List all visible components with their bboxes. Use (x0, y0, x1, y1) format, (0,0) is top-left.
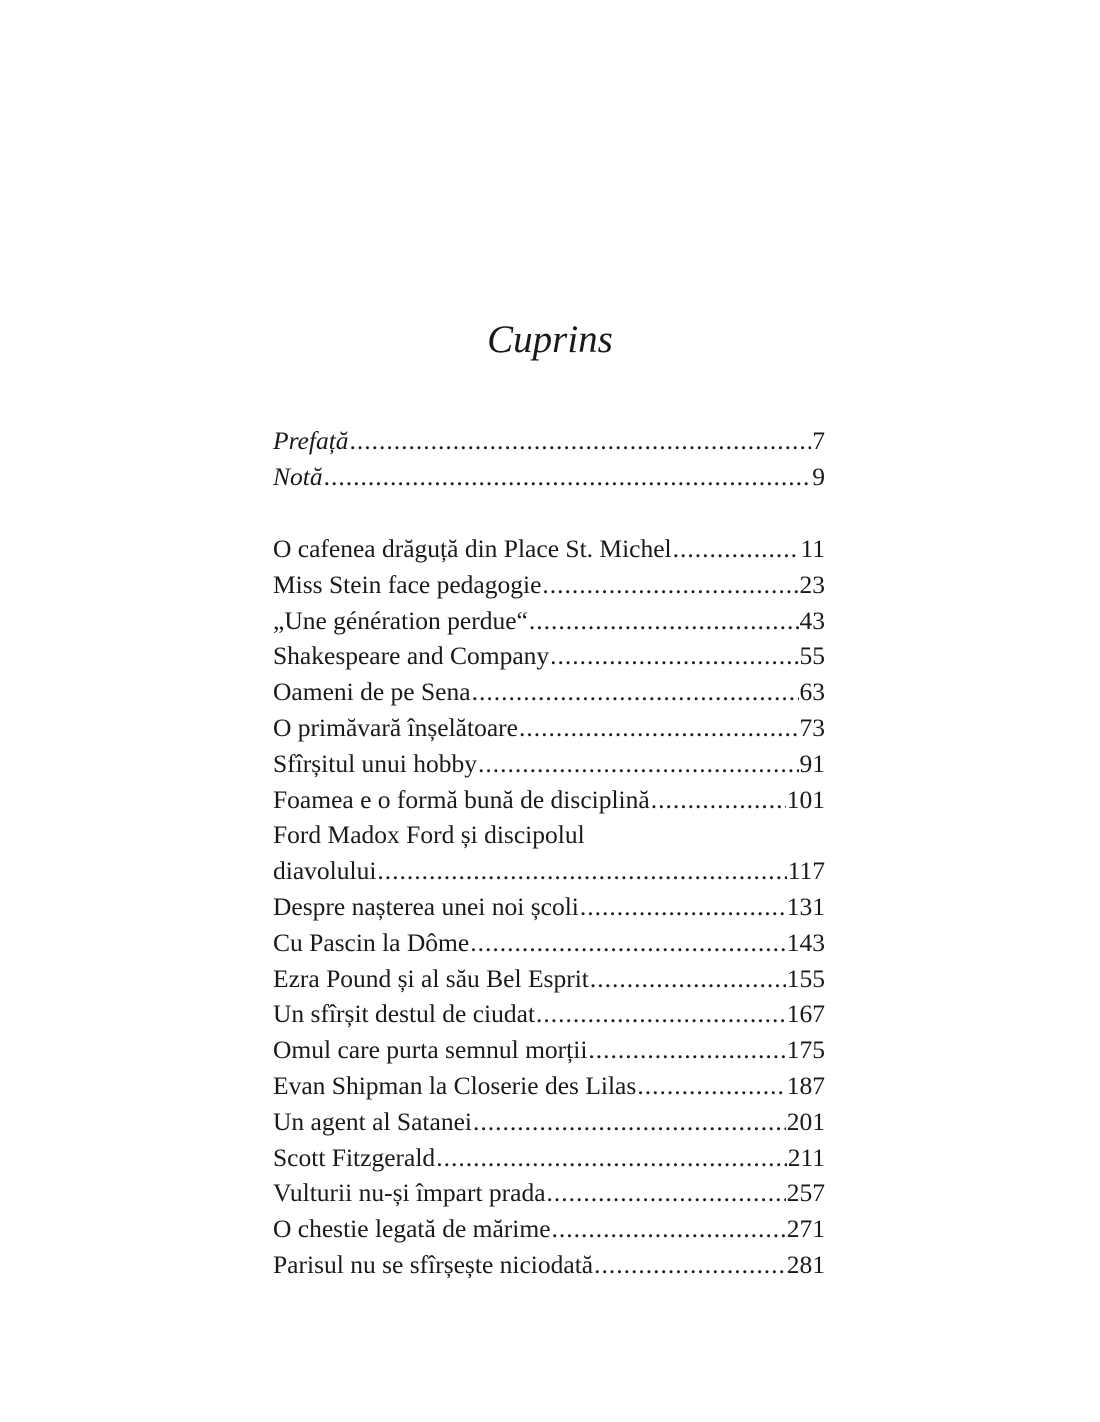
toc-entry-page: 7 (812, 426, 825, 455)
toc-entry-label: Parisul nu se sfîrșește niciodată (273, 1249, 594, 1279)
toc-entry (273, 1104, 825, 1140)
toc-entry-page: 257 (786, 1178, 825, 1208)
toc-entry-page: 73 (799, 712, 825, 742)
dot-leader (473, 1104, 786, 1140)
toc-entry-label: Evan Shipman la Closerie des Lilas (273, 1070, 637, 1100)
toc-entry (273, 996, 825, 1032)
toc-entry (273, 961, 825, 997)
toc-entry (273, 459, 825, 495)
dot-leader (588, 1032, 785, 1068)
toc-entry-label: Despre nașterea unei noi școli (273, 891, 579, 921)
front-matter-list (273, 423, 825, 495)
toc-entry (273, 1032, 825, 1068)
dot-leader (590, 961, 786, 997)
toc-entry-label-line2: diavolului (273, 856, 377, 886)
toc-entry-page: 91 (799, 748, 825, 778)
toc-entry-label: Notă (273, 461, 323, 491)
toc-entry-label: Prefață (273, 426, 349, 455)
toc-entry-page: 43 (799, 605, 825, 635)
toc-entry (273, 567, 825, 603)
toc-entry-label: Cu Pascin la Dôme (273, 927, 470, 957)
toc-entry-page: 155 (786, 963, 825, 993)
toc-entry-label: O cafenea drăguță din Place St. Michel (273, 534, 672, 563)
toc-entry-label: Miss Stein face pedagogie (273, 569, 542, 599)
dot-leader (436, 1140, 787, 1176)
dot-leader (550, 638, 798, 674)
toc-entry-label: O primăvară înșelătoare (273, 712, 518, 742)
toc-entry-label: Vulturii nu-și împart prada (273, 1178, 546, 1208)
toc-entry-page: 23 (799, 569, 825, 599)
toc-entry (273, 531, 825, 567)
dot-leader (651, 782, 786, 818)
toc-entry-label: Un agent al Satanei (273, 1106, 472, 1136)
toc-entry-label: Foamea e o formă bună de disciplină (273, 784, 650, 814)
toc-entry-page: 201 (786, 1106, 825, 1136)
toc-entry-label: Oameni de pe Sena (273, 677, 471, 707)
toc-entry-page: 271 (786, 1214, 825, 1244)
toc-entry-page: 101 (786, 784, 825, 814)
chapter-list (273, 531, 825, 1283)
dot-leader (673, 531, 800, 567)
dot-leader (472, 674, 799, 710)
toc-entry-label: „Une génération perdue“ (273, 605, 528, 635)
toc-entry (273, 603, 825, 639)
dot-leader (377, 853, 786, 889)
toc-entry-page: 131 (786, 891, 825, 921)
toc-entry (273, 638, 825, 674)
toc-entry-page: 175 (786, 1035, 825, 1065)
toc-entry (273, 710, 825, 746)
toc-entry-page: 187 (786, 1070, 825, 1100)
toc-entry-label: Scott Fitzgerald (273, 1142, 436, 1172)
dot-leader (580, 889, 786, 925)
dot-leader (552, 1211, 786, 1247)
dot-leader (536, 996, 786, 1032)
toc-entry-page: 9 (812, 461, 825, 491)
dot-leader (542, 567, 798, 603)
toc-entry-label: Un sfîrșit destul de ciudat (273, 999, 536, 1029)
dot-leader (637, 1068, 785, 1104)
dot-leader (547, 1175, 786, 1211)
dot-leader (470, 925, 786, 961)
toc-entry (273, 889, 825, 925)
toc-entry (273, 746, 825, 782)
dot-leader (594, 1247, 786, 1283)
toc-entry-page: 167 (786, 999, 825, 1029)
toc-entry-page: 143 (786, 927, 825, 957)
toc-entry (273, 1140, 825, 1176)
toc-entry-page: 117 (787, 856, 825, 886)
toc-entry (273, 423, 825, 459)
toc-entry-label: Sfîrșitul unui hobby (273, 748, 478, 778)
toc-entry (273, 674, 825, 710)
toc-entry (273, 1211, 825, 1247)
dot-leader (529, 603, 799, 639)
toc-entry (273, 1247, 825, 1283)
page-title: Cuprins (487, 318, 613, 361)
toc-entry-label-line1: Ford Madox Ford și discipolul (273, 820, 585, 850)
toc-entry-multiline (273, 817, 825, 889)
toc-entry-page: 63 (799, 677, 825, 707)
dot-leader (350, 423, 812, 459)
toc-entry (273, 1175, 825, 1211)
toc-entry (273, 1068, 825, 1104)
toc-entry-label: O chestie legată de mărime (273, 1214, 551, 1244)
toc-entry (273, 782, 825, 818)
toc-entry-page: 281 (786, 1249, 825, 1279)
dot-leader (519, 710, 799, 746)
toc-entry-page: 11 (800, 534, 825, 563)
toc-entry-label: Shakespeare and Company (273, 641, 550, 671)
toc-entry-page: 55 (799, 641, 825, 671)
toc-entry (273, 925, 825, 961)
toc-entry-label: Ezra Pound și al său Bel Esprit (273, 963, 589, 993)
dot-leader (324, 459, 812, 495)
dot-leader (478, 746, 798, 782)
toc-entry-continuation (273, 853, 825, 889)
toc-entry-label: Omul care purta semnul morții (273, 1035, 588, 1065)
toc-entry-page: 211 (787, 1142, 825, 1172)
